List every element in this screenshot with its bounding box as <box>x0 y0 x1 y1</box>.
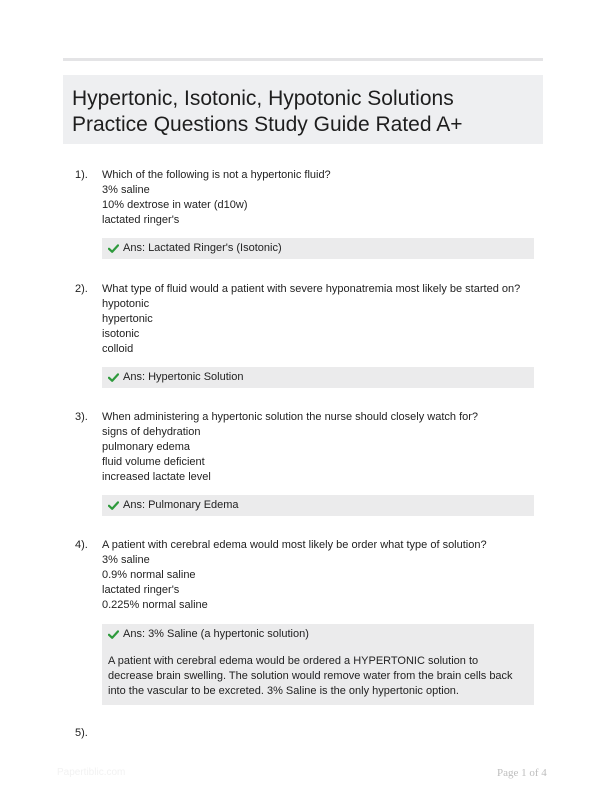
watermark: Papertiblic.com <box>57 767 126 778</box>
answer-box <box>102 238 534 259</box>
title-line-1: Hypertonic, Isotonic, Hypotonic Solutions <box>72 87 454 110</box>
question-text: Which of the following is not a hypertonic fluid? <box>102 169 331 181</box>
checkmark-icon <box>108 629 119 640</box>
option: hypertonic <box>102 313 153 325</box>
question-text: A patient with cerebral edema would most likely be order what type of solution? <box>102 539 487 551</box>
document-title <box>63 75 543 144</box>
answer-box <box>102 495 534 516</box>
top-divider <box>63 58 543 61</box>
checkmark-icon <box>108 243 119 254</box>
answer-box <box>102 624 534 705</box>
answer-text: Ans: Hypertonic Solution <box>123 371 244 383</box>
option: lactated ringer's <box>102 214 180 226</box>
answer-box <box>102 367 534 388</box>
question-number: 1). <box>75 169 88 181</box>
page-number: Page 1 of 4 <box>497 767 547 779</box>
question-text: What type of fluid would a patient with severe hyponatremia most likely be started on? <box>102 283 521 295</box>
option: 0.9% normal saline <box>102 569 196 581</box>
answer-text: Ans: Lactated Ringer's (Isotonic) <box>123 242 282 254</box>
checkmark-icon <box>108 372 119 383</box>
question-number: 5). <box>75 727 88 739</box>
option: increased lactate level <box>102 471 211 483</box>
checkmark-icon <box>108 500 119 511</box>
option: 0.225% normal saline <box>102 599 208 611</box>
answer-text: Ans: 3% Saline (a hypertonic solution) <box>123 628 309 640</box>
option: pulmonary edema <box>102 441 191 453</box>
question-number: 2). <box>75 283 88 295</box>
option: hypotonic <box>102 298 150 310</box>
option: 3% saline <box>102 184 150 196</box>
option: fluid volume deficient <box>102 456 205 468</box>
answer-text: Ans: Pulmonary Edema <box>123 499 239 511</box>
question-number: 3). <box>75 411 88 423</box>
answer-explanation: A patient with cerebral edema would be ordered a HYPERTONIC solution to decrease brain swelling. The solution would remove water from the brain cells back into the vascular to be excreted. 3% Saline is the only hypertonic option. <box>108 655 513 697</box>
option: colloid <box>102 343 134 355</box>
option: 3% saline <box>102 554 150 566</box>
option: isotonic <box>102 328 140 340</box>
question-text: When administering a hypertonic solution the nurse should closely watch for? <box>102 411 479 423</box>
title-line-2: Practice Questions Study Guide Rated A+ <box>72 113 463 136</box>
option: signs of dehydration <box>102 426 201 438</box>
option: lactated ringer's <box>102 584 180 596</box>
question-number: 4). <box>75 539 88 551</box>
option: 10% dextrose in water (d10w) <box>102 199 248 211</box>
